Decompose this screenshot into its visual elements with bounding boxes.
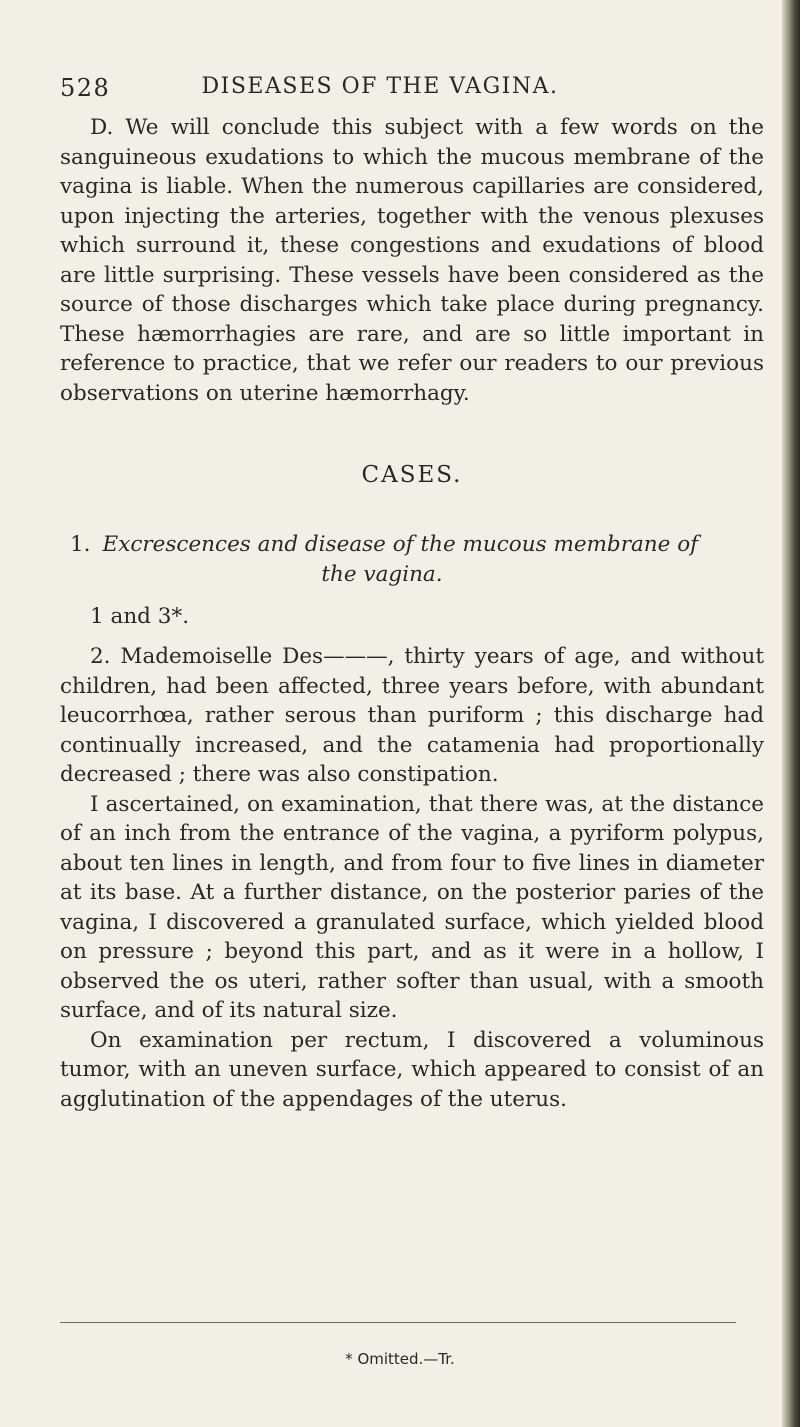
paragraph-examination: I ascertained, on examination, that there was, at the distance of an inch from the entrance of the vagina, a pyriform polypus, about ten lines in length, and from four to five lines in diameter at its base. At a further distance, on the posterior paries of the vagina, I discovered a granulated surface, which yielded blood on pressure ; beyond this part, and as it were in a hollow, I observed the os uteri, rather softer than usual, with a smooth surface, and of its natural size. — [60, 791, 764, 1023]
footnote-divider — [60, 1322, 736, 1323]
page-body — [60, 113, 764, 1114]
page-header — [60, 74, 700, 108]
paragraph-rectum: On examination per rectum, I discovered a voluminous tumor, with an uneven surface, which appeared to consist of an agglutination of the appendages of the uterus. — [60, 1027, 764, 1112]
case-reference: 1 and 3*. — [90, 604, 190, 629]
running-head: DISEASES OF THE VAGINA. — [201, 74, 559, 99]
case-number: 1. — [70, 532, 91, 557]
section-title: CASES. — [361, 462, 463, 488]
paragraph-d: D. We will conclude this subject with a few words on the sanguineous exudations to which the mucous membrane of the vagina is liable. When the numerous capillaries are considered, upon injecting the arteries, together with the venous plexuses which surround it, these congestions and exudations of blood are little surprising. These vessels have been considered as the source of those discharges which take place during pregnancy. These hæmorrhagies are rare, and are so little important in reference to practice, that we refer our readers to our previous observations on uterine hæmorrhagy. — [60, 115, 764, 406]
paragraph-case-2: 2. Mademoiselle Des———, thirty years of age, and without children, had been affected, three years before, with abundant leucorrhœa, rather serous than puriform ; this discharge had continually increased, and the catamenia had proportionally decreased ; there was also constipation. — [60, 644, 764, 787]
case-heading-line-1 — [60, 530, 764, 560]
book-spine-shadow — [782, 0, 800, 1427]
case-title-part-2: the vagina. — [321, 562, 443, 587]
footnote: * Omitted.—Tr. — [345, 1350, 455, 1368]
case-heading — [60, 530, 764, 590]
case-title-part-1: Excrescences and disease of the mucous membrane of — [102, 532, 699, 557]
page-number: 528 — [60, 74, 111, 102]
